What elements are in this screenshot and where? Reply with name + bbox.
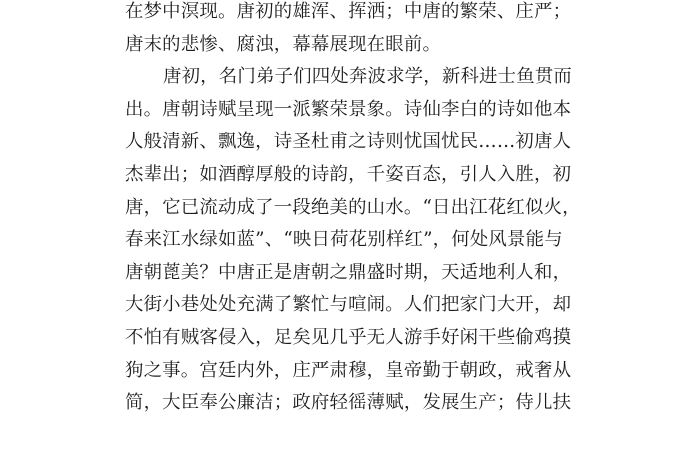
text-line: 在梦中溟现。唐初的雄浑、挥洒；中唐的繁荣、庄严；: [125, 1, 572, 22]
text-line: 人般清新、飘逸，诗圣杜甫之诗则忧国忧民……初唐人: [125, 131, 572, 153]
text-line: 出。唐朝诗赋呈现一派繁荣景象。诗仙李白的诗如他本: [125, 98, 572, 120]
text-line: 唐初，名门弟子们四处奔波求学，新科进士鱼贯而: [163, 66, 572, 88]
text-line: 狗之事。宫廷内外，庄严肃穆，皇帝勤于朝政，戒奢从: [125, 359, 572, 381]
text-line: 唐朝蓖美？中唐正是唐朝之鼎盛时期，天适地利人和，: [125, 261, 572, 283]
text-line: 春来江水绿如蓝”、“映日荷花别样红”，何处风景能与: [125, 229, 563, 251]
text-line: 大街小巷处处充满了繁忙与喧闹。人们把家门大开，却: [125, 294, 572, 316]
paragraph-1: [125, 0, 577, 61]
text-line: 简，大臣奉公廉洁；政府轻徭薄赋，发展生产；侍儿扶: [125, 392, 572, 414]
text-line: 唐末的悲惨、腐浊，幕幕展现在眼前。: [125, 33, 442, 55]
text-line: 唐，它已流动成了一段绝美的山水。“日出江花红似火，: [125, 196, 581, 218]
paragraph-2: [125, 61, 581, 420]
body-text: [125, 0, 581, 420]
text-line: 不怕有贼客侵入，足矣见几乎无人游手好闲干些偷鸡摸: [125, 326, 572, 348]
text-line: 杰辈出；如酒醇厚般的诗韵，千姿百态，引人入胜，初: [125, 163, 572, 185]
